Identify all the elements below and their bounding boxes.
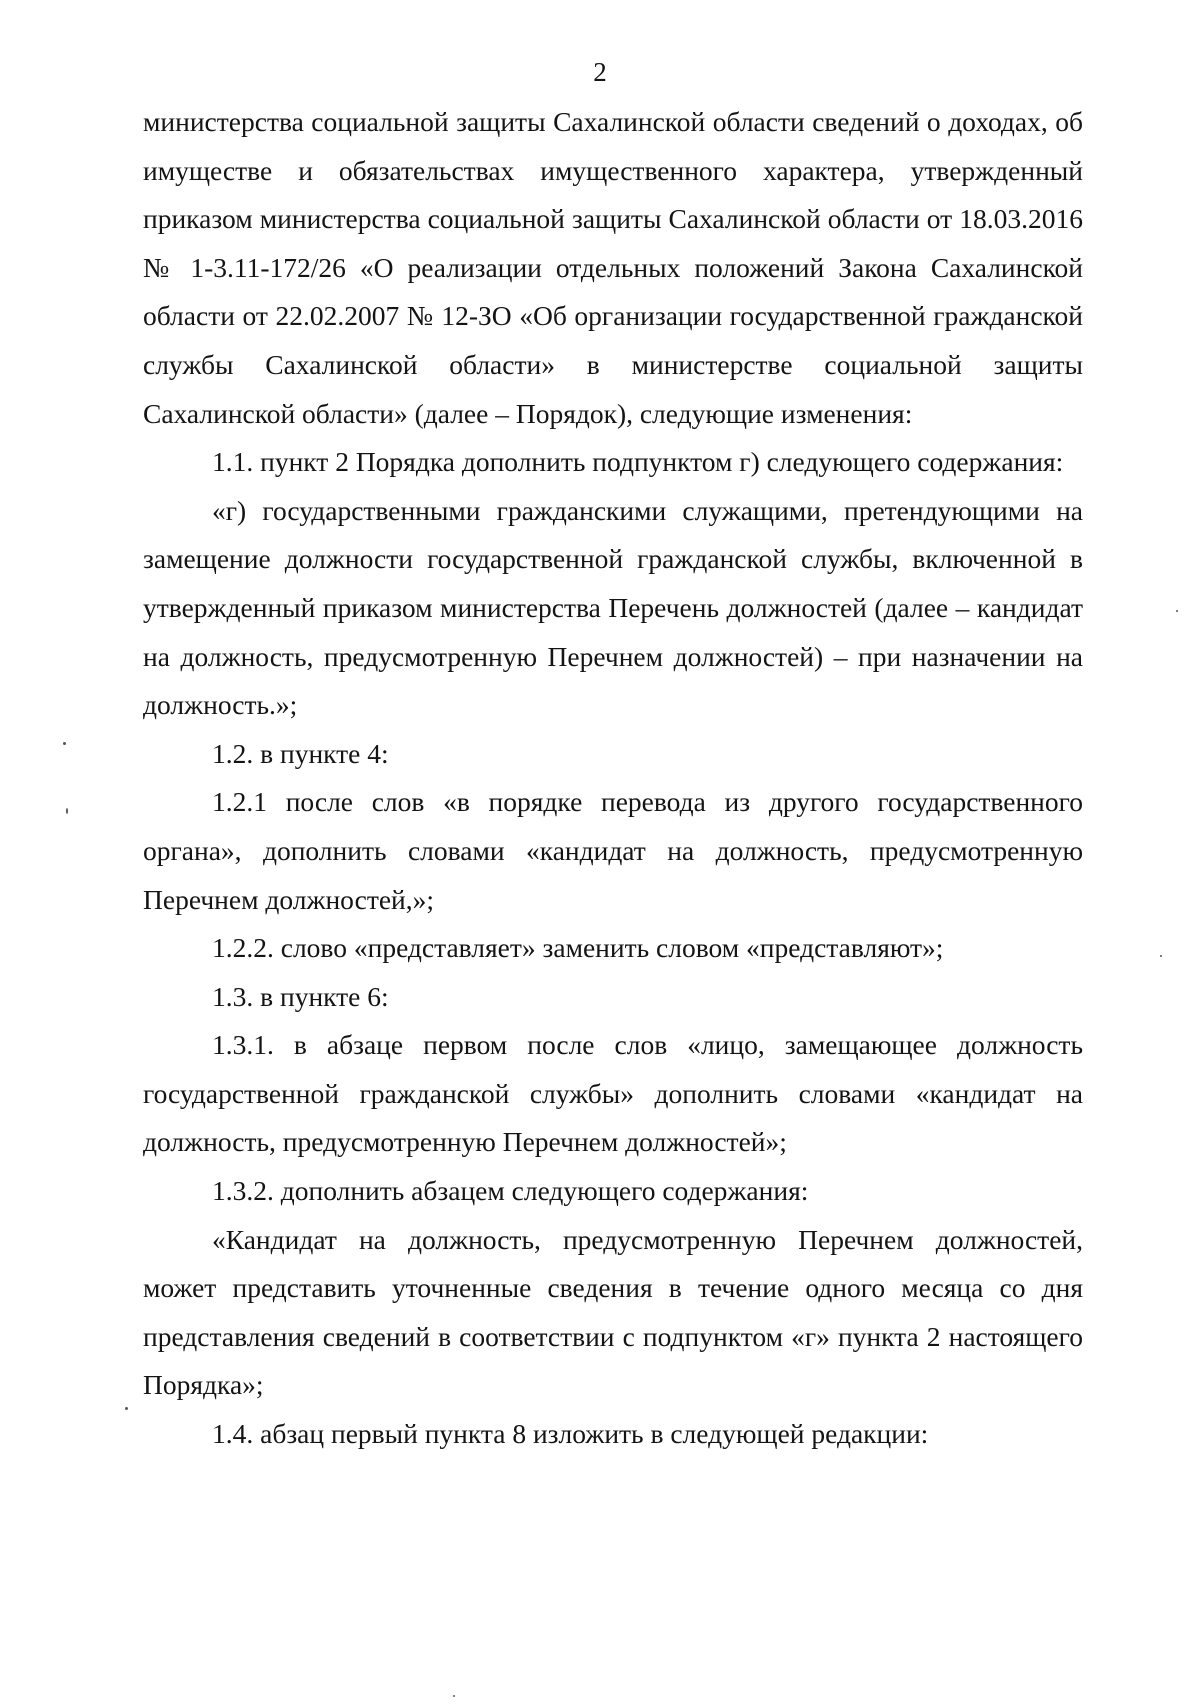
scan-speck — [1160, 955, 1162, 957]
paragraph-item-1-4: 1.4. абзац первый пункта 8 изложить в следующей редакции: — [212, 1418, 929, 1450]
paragraph-item-1-3-2: 1.3.2. дополнить абзацем следующего содержания: — [212, 1175, 809, 1207]
paragraph-item-1-3: 1.3. в пункте 6: — [212, 980, 389, 1012]
scan-speck — [1176, 610, 1178, 612]
paragraph-item-1-2: 1.2. в пункте 4: — [212, 737, 389, 769]
document-body — [143, 98, 1083, 1459]
scan-speck — [63, 742, 66, 745]
paragraph-quote-g: «г) государственными гражданскими служащими, претендующими на замещение должности государственной гражданской службы, включенной в утвержденный приказом министерства Перечень должностей (далее – кандидат на должность, предусмотренную Перечнем должностей) – при назначении на должность.»; — [143, 494, 1083, 721]
paragraph-item-1-3-1: 1.3.1. в абзаце первом после слов «лицо, замещающее должность государственной гражданской службы» дополнить словами «кандидат на должность, предусмотренную Перечнем должностей»; — [143, 1029, 1083, 1158]
scan-speck — [125, 1407, 128, 1410]
paragraph-item-1-2-2: 1.2.2. слово «представляет» заменить словом «представляют»; — [212, 932, 944, 964]
paragraph-item-1-1: 1.1. пункт 2 Порядка дополнить подпунктом г) следующего содержания: — [212, 446, 1064, 478]
scan-speck — [453, 1695, 455, 1697]
scan-speck — [66, 808, 68, 814]
paragraph-quote-candidate: «Кандидат на должность, предусмотренную Перечнем должностей, может представить уточненные сведения в течение одного месяца со дня представления сведений в соответствии с подпунктом «г» пункта 2 настоящего Порядка»; — [143, 1223, 1083, 1401]
page-number: 2 — [593, 57, 607, 87]
paragraph-continuation: министерства социальной защиты Сахалинской области сведений о доходах, об имуществе и обязательствах имущественного характера, утвержденный приказом министерства социальной защиты Сахалинской области от 18.03.2016 № 1-3.11-172/26 «О реализации отдельных положений Закона Сахалинской области от 22.02.2007 № 12-ЗО «Об организации государственной гражданской службы Сахалинской области» в министерстве социальной защиты Сахалинской области» (далее – Порядок), следующие изменения: — [143, 106, 1083, 429]
paragraph-item-1-2-1: 1.2.1 после слов «в порядке перевода из другого государственного органа», дополнить словами «кандидат на должность, предусмотренную Перечнем должностей,»; — [143, 786, 1083, 915]
